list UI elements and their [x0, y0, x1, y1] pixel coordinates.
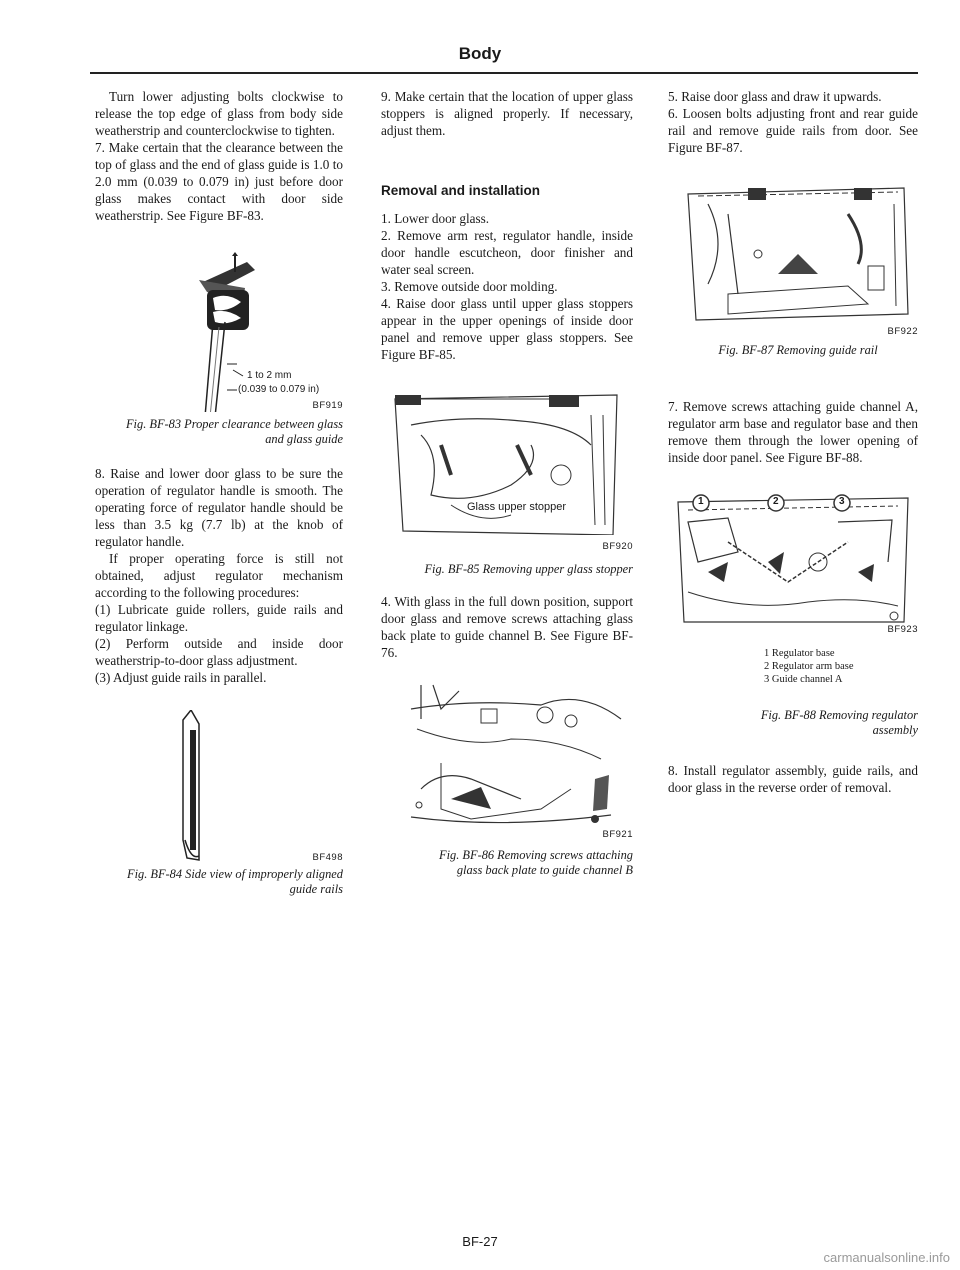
figure-code: BF498 — [312, 852, 343, 863]
section-heading: Removal and installation — [381, 183, 541, 198]
figure-bf83 — [95, 252, 343, 411]
figure-bf87 — [668, 174, 918, 337]
removal-step-4b: 4. With glass in the full down position, support door glass and remove screws attaching glass back plate to guide channel B. See Figure BF-76. — [381, 594, 633, 660]
procedure-2: (2) Perform outside and inside door weatherstrip-to-door glass adjustment. — [95, 636, 343, 668]
legend-item: 2 Regulator arm base — [764, 661, 854, 672]
step-8: 8. Install regulator assembly, guide rails, and door glass in the reverse order of removal. — [668, 763, 918, 795]
figure-code: BF919 — [312, 400, 343, 411]
callout-1: 1 — [698, 496, 704, 507]
procedure-3: (3) Adjust guide rails in parallel. — [95, 670, 267, 685]
column-3 — [668, 88, 918, 796]
dimension-label: 1 to 2 mm — [247, 370, 292, 381]
figure-caption: Fig. BF-87 Removing guide rail — [718, 343, 878, 357]
removal-step-1: 1. Lower door glass. — [381, 211, 490, 226]
figure-bf85 — [381, 385, 633, 552]
legend-item: 3 Guide channel A — [764, 674, 843, 685]
removal-step-4: 4. Raise door glass until upper glass stoppers appear in the upper openings of inside door panel and remove upper glass stoppers. See Figure BF-85. — [381, 296, 633, 362]
figure-bf86 — [381, 679, 633, 840]
step-7: 7. Remove screws attaching guide channel A, regulator arm base and regulator base and then remove them through the lower opening of inside door panel. See Figure BF-88. — [668, 399, 918, 465]
step-6: 6. Loosen bolts adjusting front and rear guide rail and remove guide rails from door. See Figure BF-87. — [668, 106, 918, 155]
figure-caption: Fig. BF-86 Removing screws attaching glass back plate to guide channel B — [439, 848, 633, 877]
guide-rail-side-view-drawing — [95, 710, 343, 862]
step-7: 7. Make certain that the clearance between the top of glass and the end of glass guide is 1.0 to 2.0 mm (0.039 to 0.079 in) just before door glass makes contact with door side weatherstrip. See Figure BF-83. — [95, 140, 343, 223]
figure-caption: Fig. BF-85 Removing upper glass stopper — [424, 562, 633, 576]
column-1 — [95, 88, 343, 897]
watermark: carmanualsonline.info — [823, 1250, 950, 1265]
callout-2: 2 — [773, 496, 779, 507]
removal-step-3: 3. Remove outside door molding. — [381, 279, 558, 294]
figure-caption: Fig. BF-84 Side view of improperly aligned guide rails — [127, 867, 343, 896]
figure-code: BF920 — [602, 541, 633, 552]
figure-bf88 — [668, 482, 918, 635]
callout-3: 3 — [839, 496, 845, 507]
figure-code: BF921 — [602, 829, 633, 840]
column-2 — [381, 88, 633, 878]
guide-rail-removal-drawing — [668, 174, 918, 326]
dimension-label-inch: (0.039 to 0.079 in) — [238, 384, 320, 395]
figure-caption: Fig. BF-88 Removing regulator assembly — [760, 708, 918, 737]
step-9: 9. Make certain that the location of upper glass stoppers is aligned properly. If necessary, adjust them. — [381, 89, 633, 138]
legend-item: 1 Regulator base — [764, 648, 835, 659]
paragraph: If proper operating force is still not obtained, adjust regulator mechanism according to the following procedures: — [95, 551, 343, 600]
step-8: 8. Raise and lower door glass to be sure the operation of regulator handle is smooth. The operating force of regulator handle should be less than 3.5 kg (7.7 lb) at the knob of regulator handle. — [95, 466, 343, 549]
page-header: Body — [458, 44, 502, 63]
header-rule — [90, 72, 918, 74]
figure-legend — [668, 647, 918, 686]
glass-upper-stopper-label: Glass upper stopper — [467, 501, 567, 513]
figure-caption: Fig. BF-83 Proper clearance between glass and glass guide — [125, 417, 343, 446]
glass-back-plate-drawing — [381, 679, 633, 829]
regulator-assembly-drawing — [668, 482, 918, 632]
figure-code: BF922 — [887, 326, 918, 337]
figure-bf84 — [95, 710, 343, 863]
figure-code: BF923 — [887, 624, 918, 635]
procedure-1: (1) Lubricate guide rollers, guide rails and regulator linkage. — [95, 602, 343, 634]
page-number: BF-27 — [462, 1234, 498, 1249]
paragraph: Turn lower adjusting bolts clockwise to release the top edge of glass from body side weatherstrip and counterclockwise to tighten. — [95, 89, 343, 138]
step-5: 5. Raise door glass and draw it upwards. — [668, 89, 882, 104]
removal-step-2: 2. Remove arm rest, regulator handle, inside door handle escutcheon, door finisher and water seal screen. — [381, 228, 633, 277]
